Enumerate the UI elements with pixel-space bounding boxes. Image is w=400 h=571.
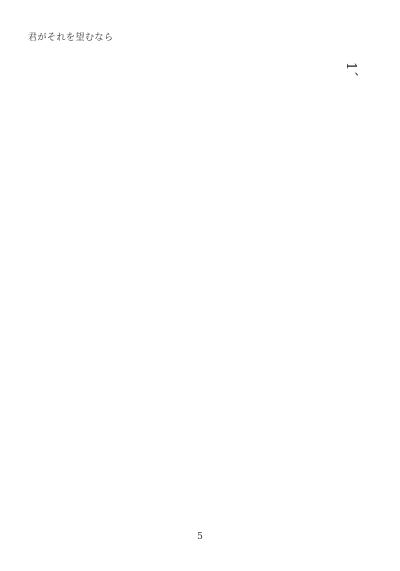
chapter-number: 1、 bbox=[343, 62, 358, 88]
running-header: 君がそれを望むなら bbox=[28, 33, 114, 43]
page-number: 5 bbox=[197, 532, 203, 542]
